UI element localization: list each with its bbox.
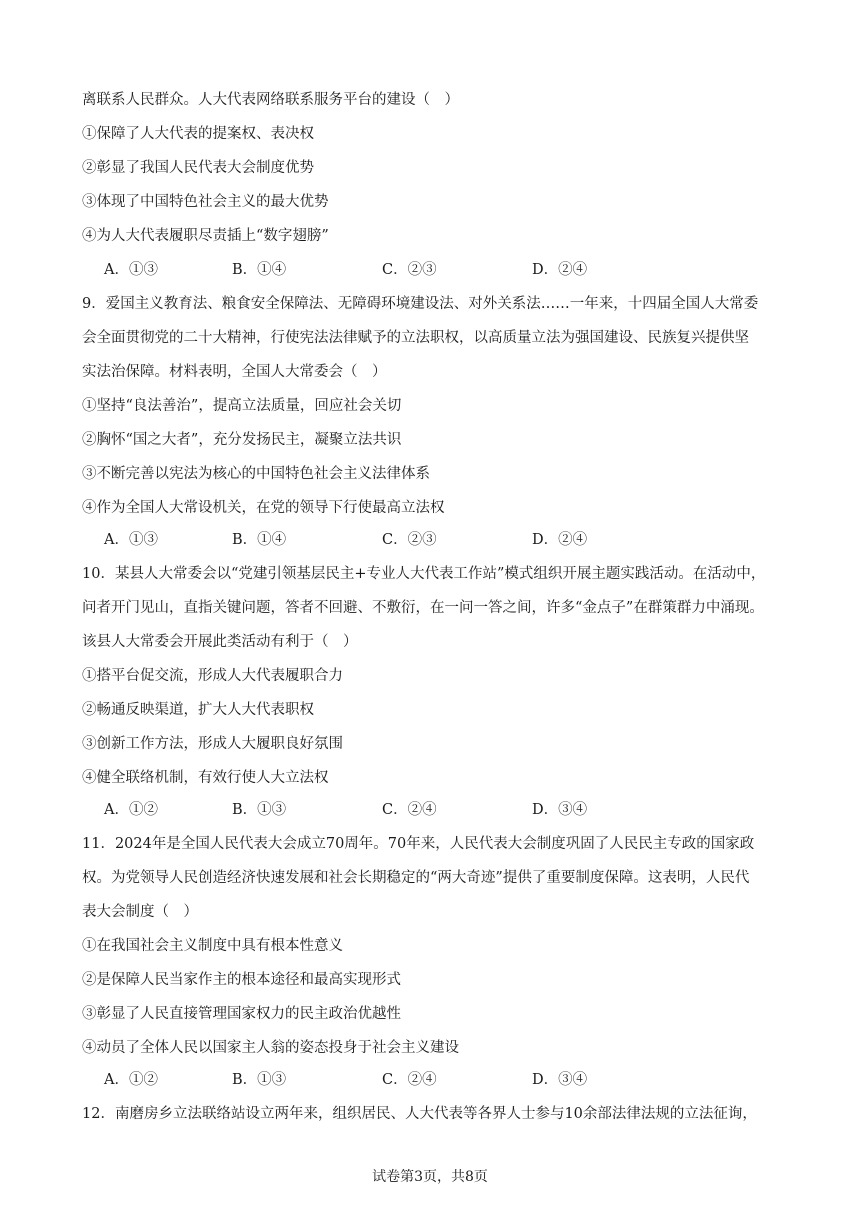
q11-stem-line-3: 表大会制度（ ） [82,904,198,920]
q11-option-b: B．①③ [232,1072,287,1088]
q9-option-c: C．②③ [382,532,437,548]
q10-statement-3: ③创新工作方法，形成人大履职良好氛围 [82,736,343,752]
q9-option-d: D．②④ [532,532,588,548]
q8-statement-4: ④为人大代表履职尽责插上“数字翅膀” [82,228,329,244]
q9-statement-1: ①坚持“良法善治”，提高立法质量，回应社会关切 [82,398,402,414]
q10-option-b: B．①③ [232,802,287,818]
page-footer: 试卷第3页，共8页 [372,1169,488,1185]
q9-stem-line-1: 9．爱国主义教育法、粮食安全保障法、无障碍环境建设法、对外关系法……一年来，十四届全国人大常委 [82,296,759,312]
q10-statement-2: ②畅通反映渠道，扩大人大代表职权 [82,702,314,718]
q11-statement-3: ③彰显了人民直接管理国家权力的民主政治优越性 [82,1006,401,1022]
q12-stem-line-1: 12．南磨房乡立法联络站设立两年来，组织居民、人大代表等各界人士参与10余部法律法规的立法征询， [82,1106,757,1122]
q10-option-d: D．③④ [532,802,588,818]
q9-statement-2: ②胸怀“国之大者”，充分发扬民主，凝聚立法共识 [82,432,402,448]
q11-stem-line-2: 权。为党领导人民创造经济快速发展和社会长期稳定的“两大奇迹”提供了重要制度保障。这表明，人民代 [82,870,750,886]
q10-stem-line-2: 问者开门见山，直指关键问题，答者不回避、不敷衍，在一问一答之间，许多“金点子”在群策群力中涌现。 [82,600,764,616]
q11-option-a: A．①② [104,1072,158,1088]
q9-stem-line-3: 实法治保障。材料表明，全国人大常委会（ ） [82,364,387,380]
q9-option-b: B．①④ [232,532,287,548]
q11-statement-2: ②是保障人民当家作主的根本途径和最高实现形式 [82,972,401,988]
q11-stem-line-1: 11．2024年是全国人民代表大会成立70周年。70年来，人民代表大会制度巩固了人民民主专政的国家政 [82,836,755,852]
q10-option-c: C．②④ [382,802,437,818]
q8-statement-1: ①保障了人大代表的提案权、表决权 [82,126,314,142]
q8-option-a: A．①③ [104,262,158,278]
q9-statement-3: ③不断完善以宪法为核心的中国特色社会主义法律体系 [82,466,430,482]
q11-statement-4: ④动员了全体人民以国家主人翁的姿态投身于社会主义建设 [82,1040,459,1056]
q10-option-a: A．①② [104,802,158,818]
q10-stem-line-1: 10．某县人大常委会以“党建引领基层民主+专业人大代表工作站”模式组织开展主题实践活动。在活动中， [82,566,766,582]
q8-option-c: C．②③ [382,262,437,278]
q9-statement-4: ④作为全国人大常设机关，在党的领导下行使最高立法权 [82,500,445,516]
q8-option-d: D．②④ [532,262,588,278]
q11-statement-1: ①在我国社会主义制度中具有根本性意义 [82,938,343,954]
q8-statement-3: ③体现了中国特色社会主义的最大优势 [82,194,329,210]
q10-stem-line-3: 该县人大常委会开展此类活动有利于（ ） [82,634,358,650]
q11-option-c: C．②④ [382,1072,437,1088]
q8-statement-2: ②彰显了我国人民代表大会制度优势 [82,160,314,176]
q10-statement-4: ④健全联络机制，有效行使人大立法权 [82,770,329,786]
q8-stem-tail: 离联系人民群众。人大代表网络联系服务平台的建设（ ） [82,92,459,108]
q9-stem-line-2: 会全面贯彻党的二十大精神，行使宪法法律赋予的立法职权，以高质量立法为强国建设、民族复兴提供坚 [82,330,749,346]
q11-option-d: D．③④ [532,1072,588,1088]
q10-statement-1: ①搭平台促交流，形成人大代表履职合力 [82,668,343,684]
q8-option-b: B．①④ [232,262,287,278]
q9-option-a: A．①③ [104,532,158,548]
